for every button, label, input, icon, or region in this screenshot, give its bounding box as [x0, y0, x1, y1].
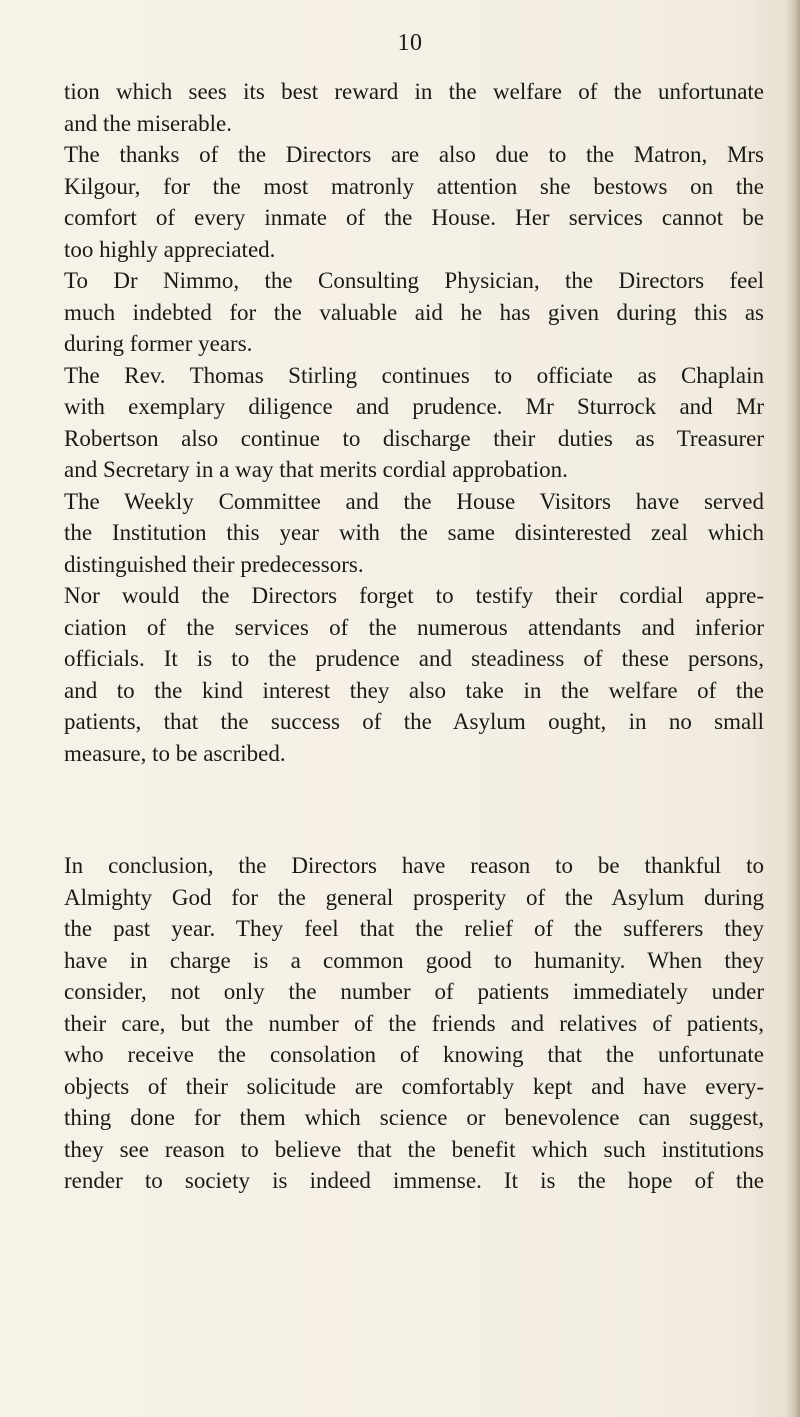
body-text-bottom — [64, 850, 764, 1197]
paragraph — [64, 850, 764, 1197]
text-line: the past year. They feel that the relief of the sufferers they — [64, 916, 764, 941]
text-line: the Institution this year with the same disinterested zeal which — [64, 520, 764, 545]
text-line: In conclusion, the Directors have reason to be thankful to — [64, 853, 764, 878]
text-line: Robertson also continue to discharge their duties as Treasurer — [64, 425, 764, 451]
paragraph — [64, 265, 764, 360]
text-line: their care, but the number of the friends and relatives of patients, — [64, 1010, 764, 1036]
text-line: and to the kind interest they also take in the welfare of the — [64, 677, 764, 703]
body-text-top — [64, 76, 764, 769]
text-line: The Weekly Committee and the House Visitors have served — [64, 488, 764, 514]
text-line: distinguished their predecessors. — [64, 551, 364, 577]
text-line: Kilgour, for the most matronly attention she bestows on the — [64, 173, 764, 199]
text-line: who receive the consolation of knowing that the unfortunate — [64, 1042, 764, 1067]
text-line: objects of their solicitude are comfortably kept and have every- — [64, 1073, 764, 1099]
page-number: 10 — [397, 30, 423, 56]
text-line: ciation of the services of the numerous attendants and inferior — [64, 614, 764, 640]
text-line: tion which sees its best reward in the welfare of the unfortunate — [64, 79, 764, 104]
text-line: Almighty God for the general prosperity of the Asylum during — [64, 884, 764, 910]
text-line: thing done for them which science or benevolence can suggest, — [64, 1105, 764, 1130]
page-edge-shadow — [786, 0, 800, 1417]
text-line: The Rev. Thomas Stirling continues to officiate as Chaplain — [64, 362, 764, 388]
text-line: consider, not only the number of patients immediately under — [64, 979, 764, 1004]
paragraph — [64, 486, 764, 581]
paragraph — [64, 360, 764, 486]
text-line: comfort of every inmate of the House. Her services cannot be — [64, 205, 764, 230]
text-line: render to society is indeed immense. It is the hope of the — [64, 1168, 764, 1193]
text-line: patients, that the success of the Asylum ought, in no small — [64, 709, 764, 734]
text-line: and the miserable. — [64, 110, 232, 136]
text-line: and Secretary in a way that merits cordial approbation. — [64, 457, 568, 482]
text-line: measure, to be ascribed. — [64, 740, 286, 766]
text-line: have in charge is a common good to humanity. When they — [64, 947, 764, 973]
text-line: they see reason to believe that the benefit which such institutions — [64, 1136, 764, 1162]
text-line: officials. It is to the prudence and steadiness of these persons, — [64, 646, 764, 671]
text-line: The thanks of the Directors are also due to the Matron, Mrs — [64, 142, 764, 167]
text-line: Nor would the Directors forget to testify their cordial appre- — [64, 583, 764, 608]
text-line: with exemplary diligence and prudence. Mr Sturrock and Mr — [64, 394, 764, 419]
text-line: during former years. — [64, 331, 253, 356]
paragraph — [64, 580, 764, 769]
paragraph — [64, 139, 764, 265]
text-line: To Dr Nimmo, the Consulting Physician, the Directors feel — [64, 268, 764, 293]
text-line: much indebted for the valuable aid he has given during this as — [64, 299, 764, 325]
paragraph — [64, 76, 764, 139]
text-line: too highly appreciated. — [64, 236, 276, 262]
